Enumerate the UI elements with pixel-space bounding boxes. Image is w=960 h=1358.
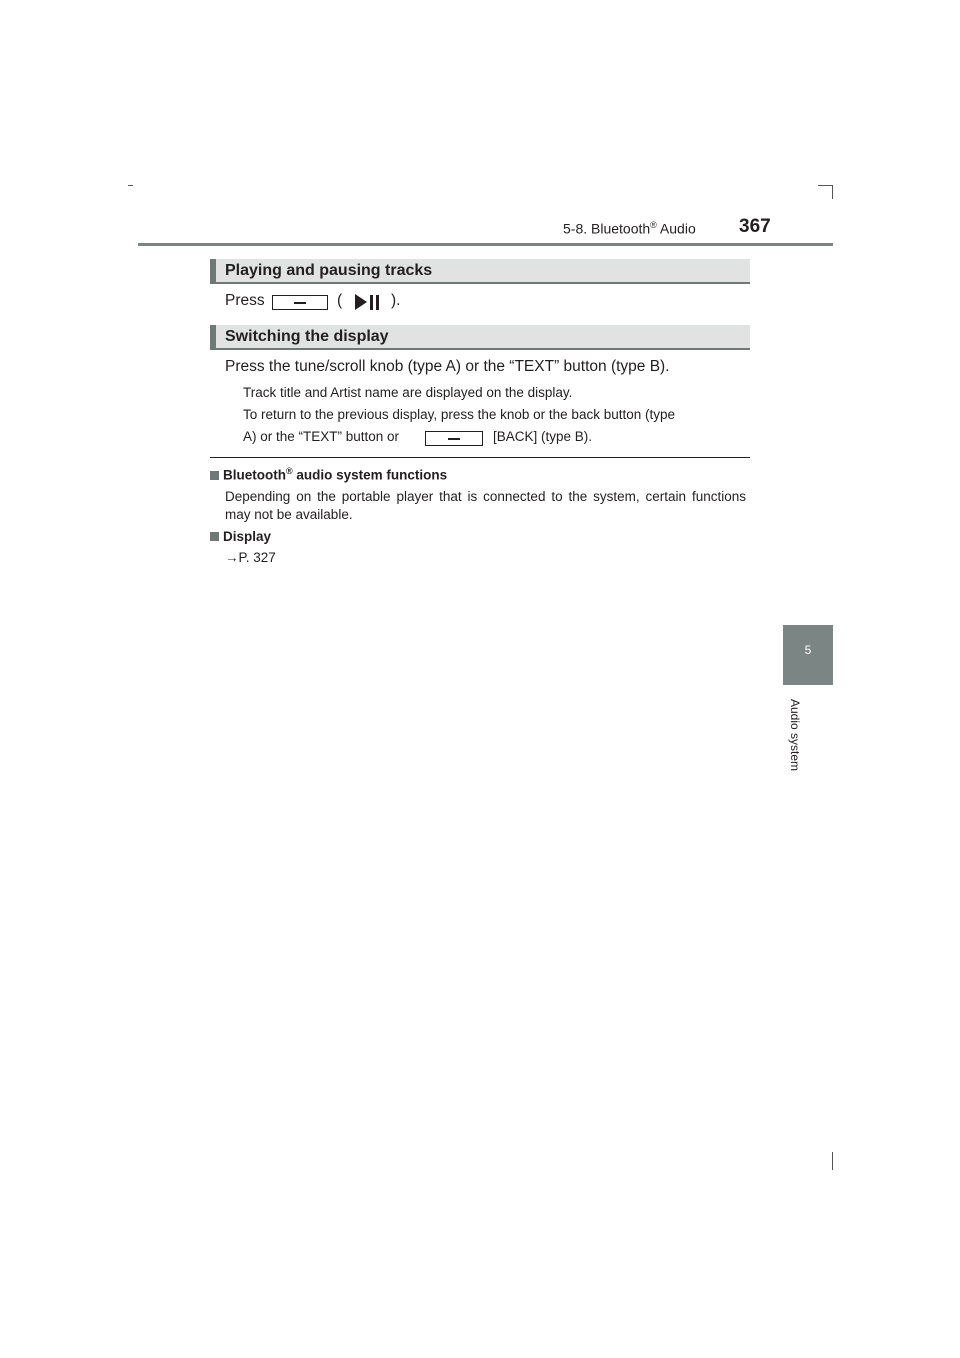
- play-pause-icon: [353, 293, 381, 311]
- header-section-text: 5-8. Bluetooth: [563, 220, 651, 237]
- info-heading-display: [210, 529, 271, 544]
- square-bullet-icon: [210, 471, 219, 480]
- step-switch-display: Press the tune/scroll knob (type A) or the “TEXT” button (type B).: [225, 358, 670, 375]
- chapter-number: 5: [804, 643, 812, 657]
- registered-mark: ®: [650, 220, 657, 230]
- step-press-play: [225, 292, 525, 314]
- display-reference: [225, 550, 276, 565]
- registered-mark: ®: [286, 466, 293, 476]
- note-return-line2: [243, 429, 643, 449]
- page-number: 367: [739, 216, 771, 237]
- header-rule: [138, 243, 833, 246]
- section-heading-text: Switching the display: [225, 328, 389, 345]
- section-heading-playing: [210, 259, 750, 284]
- info-heading-suffix: audio system functions: [292, 467, 448, 483]
- note-text-suffix: [BACK] (type B).: [493, 429, 593, 444]
- page-reference-link[interactable]: P. 327: [238, 550, 276, 565]
- header-section-suffix: Audio: [656, 220, 696, 237]
- info-heading-bluetooth: [210, 466, 447, 483]
- chapter-title: Audio system: [788, 698, 802, 772]
- info-divider: [210, 457, 750, 458]
- crop-mark-top-right-v: [832, 185, 833, 199]
- crop-mark-top-right-h: [818, 185, 832, 186]
- note-track-title: Track title and Artist name are displayed on the display.: [243, 385, 573, 400]
- step-paren-open: (: [337, 292, 343, 309]
- section-heading-switching: [210, 325, 750, 350]
- step-text: Press: [225, 292, 265, 309]
- info-heading-text: Display: [223, 529, 272, 544]
- note-return-line1: To return to the previous display, press the knob or the back button (type: [243, 407, 675, 422]
- arrow-right-icon: →: [225, 550, 239, 565]
- note-text: A) or the “TEXT” button or: [243, 429, 400, 444]
- preset-button-icon: [425, 431, 483, 446]
- section-heading-text: Playing and pausing tracks: [225, 262, 433, 279]
- info-heading-text: Bluetooth: [223, 467, 286, 483]
- crop-mark-top-left: [128, 185, 133, 186]
- running-header: [563, 220, 696, 237]
- preset-button-icon: [272, 295, 328, 310]
- step-paren-close: ).: [391, 292, 401, 309]
- info-body-bluetooth: Depending on the portable player that is connected to the system, certain functions may not be available.: [225, 489, 746, 522]
- crop-mark-bottom-right: [832, 1152, 833, 1170]
- square-bullet-icon: [210, 532, 219, 541]
